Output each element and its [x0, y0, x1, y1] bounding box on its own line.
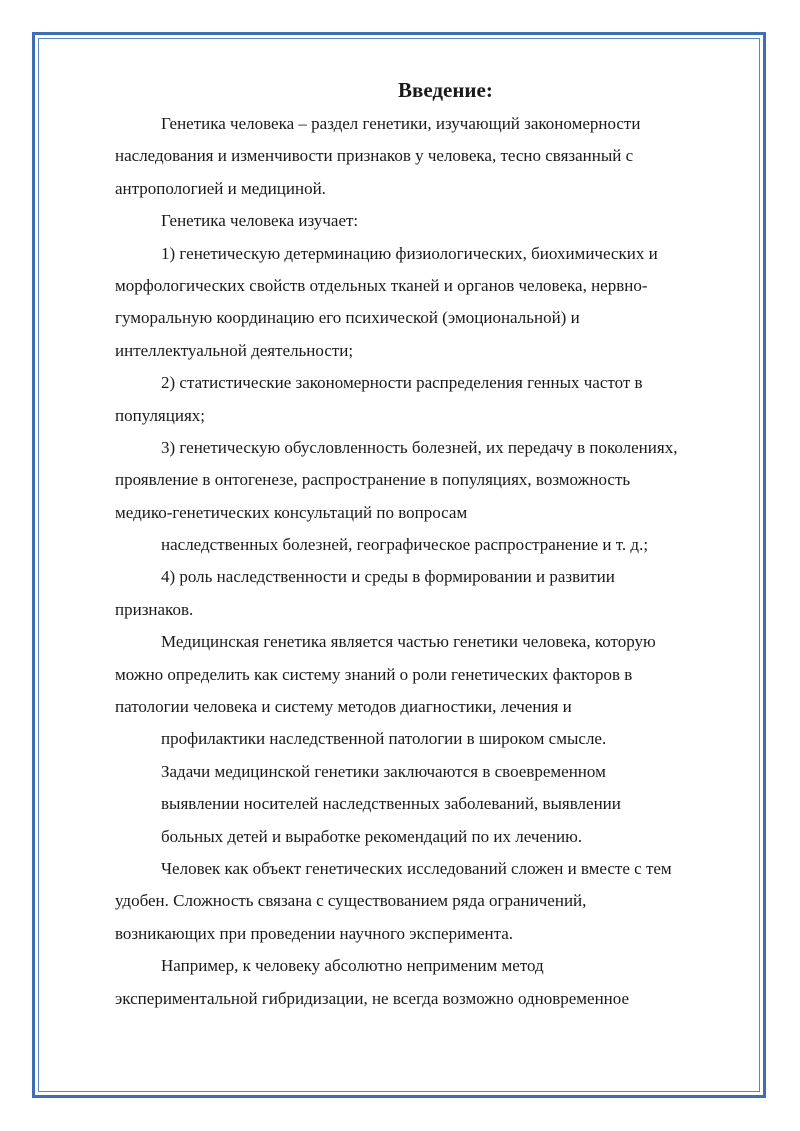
text-line: интеллектуальной деятельности; — [115, 340, 354, 360]
text-line: наследственных болезней, географическое распространение и т. д.; — [161, 535, 649, 555]
text-line: патологии человека и систему методов диагностики, лечения и — [115, 697, 572, 717]
document-body — [115, 74, 745, 1015]
document-title: Введение: — [398, 78, 493, 102]
text-line: Например, к человеку абсолютно неприменим метод — [161, 956, 544, 976]
text-line: 4) роль наследственности и среды в формировании и развитии — [161, 567, 615, 587]
text-line: Генетика человека – раздел генетики, изучающий закономерности — [161, 114, 641, 133]
text-line: можно определить как систему знаний о роли генетических факторов в — [115, 664, 633, 684]
text-line: признаков. — [115, 599, 194, 619]
text-line: удобен. Сложность связана с существованием ряда ограничений, — [115, 891, 587, 911]
text-line: выявлении носителей наследственных заболеваний, выявлении — [161, 794, 621, 814]
text-line: 2) статистические закономерности распределения генных частот в — [161, 373, 643, 393]
text-line: проявление в онтогенезе, распространение в популяциях, возможность — [115, 470, 631, 490]
text-line: 3) генетическую обусловленность болезней, их передачу в поколениях, — [161, 437, 678, 457]
text-line: гуморальную координацию его психической (эмоциональной) и — [115, 308, 580, 328]
text-line: Медицинская генетика является частью генетики человека, которую — [161, 632, 656, 652]
text-line: антропологией и медициной. — [115, 178, 326, 198]
text-line: Задачи медицинской генетики заключаются в своевременном — [161, 761, 606, 781]
text-line: 1) генетическую детерминацию физиологических, биохимических и — [161, 243, 658, 263]
text-line: возникающих при проведении научного эксперимента. — [115, 923, 514, 943]
text-line: профилактики наследственной патологии в широком смысле. — [161, 729, 607, 749]
text-line: больных детей и выработке рекомендаций по их лечению. — [161, 826, 583, 846]
text-line: Человек как объект генетических исследований сложен и вместе с тем — [161, 858, 672, 878]
document-text — [115, 108, 745, 1015]
text-line: Генетика человека изучает: — [161, 211, 359, 231]
text-line: наследования и изменчивости признаков у человека, тесно связанный с — [115, 146, 634, 166]
text-line: экспериментальной гибридизации, не всегда возможно одновременное — [115, 988, 630, 1008]
text-line: популяциях; — [115, 405, 205, 425]
text-line: морфологических свойств отдельных тканей и органов человека, нервно- — [115, 275, 648, 295]
text-line: медико-генетических консультаций по вопросам — [115, 502, 468, 522]
